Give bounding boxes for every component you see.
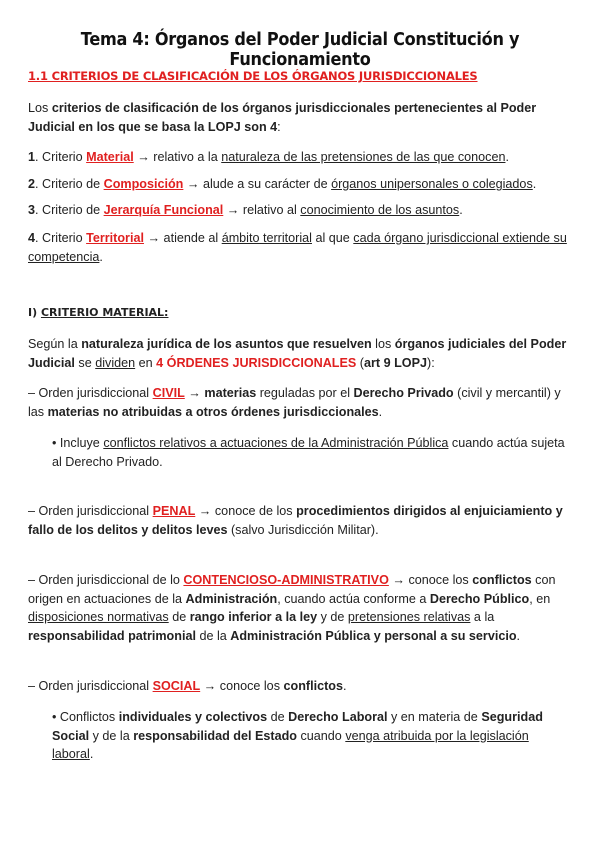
text-run: se (74, 355, 96, 370)
bold-text: Derecho Laboral (288, 710, 388, 724)
text-run: (salvo Jurisdicción Militar). (227, 522, 379, 537)
text-run: cuando actúa sujeta al Derecho Privado. (52, 436, 565, 469)
text-run: los (371, 337, 395, 351)
text-run: con origen en actuaciones de la (28, 573, 556, 606)
underlined-text: venga atribuida por la legislación laboral (52, 728, 529, 761)
underlined-text: pretensiones relativas (347, 610, 471, 624)
intro-end: : (277, 119, 281, 134)
text-run: – Orden jurisdiccional de lo (28, 573, 184, 587)
criterion-text: → relativo al (223, 203, 301, 217)
criterion-number: 2 (28, 177, 36, 191)
bold-text: órganos judiciales del Poder Judicial (28, 337, 567, 370)
criterion-number: 3 (28, 203, 36, 217)
text-run: de (168, 610, 190, 624)
bold-text: rango inferior a la ley (189, 610, 318, 624)
text-run: cuando (296, 728, 346, 743)
text-run: a la (470, 610, 495, 624)
text-run: de (267, 710, 289, 724)
text-run: ): (427, 355, 435, 370)
criterion-number: 4 (28, 231, 36, 245)
text-run: → conoce los (200, 679, 284, 693)
underlined-text: dividen (95, 355, 136, 370)
text-run: Según la (28, 337, 82, 351)
bold-text: conflictos (472, 573, 532, 587)
orden-name: PENAL (152, 504, 196, 518)
criterion-name: Material (86, 150, 134, 164)
bold-text: Derecho Privado (353, 386, 454, 400)
text-run: . (342, 679, 347, 693)
bold-text: Administración Pública y personal a su servicio (230, 628, 517, 643)
text-run: en (135, 355, 157, 370)
bold-text: conflictos (283, 679, 343, 693)
intro-bold-text: criterios de clasificación de los órganos jurisdiccionales pertenecientes al Poder Judicial en los que se basa la LOPJ son 4 (28, 101, 537, 134)
criterion-underlined-text: ámbito territorial (221, 231, 312, 245)
criterion-item (28, 148, 573, 167)
bold-text: materias no atribuidas a otros órdenes jurisdiccionales (47, 404, 379, 419)
subheading-number: I) (28, 306, 41, 319)
bold-text: Administración (185, 591, 278, 606)
criterion-text: . Criterio de (35, 177, 104, 191)
criterion-name: Jerarquía Funcional (103, 203, 224, 217)
orden-name: CIVIL (152, 386, 185, 400)
criterion-name: Territorial (86, 231, 144, 245)
criterion-end: . (99, 249, 103, 264)
criterion-item (28, 175, 573, 194)
text-run: y de la (89, 728, 134, 743)
social-bullet (52, 708, 572, 764)
text-run: , cuando actúa conforme a (277, 591, 430, 606)
orden-social-paragraph (28, 677, 573, 696)
criterion-underlined-text: conocimiento de los asuntos (300, 203, 460, 217)
text-run: y de (317, 610, 348, 624)
civil-bullet (52, 434, 572, 471)
text-run: – Orden jurisdiccional (28, 679, 153, 693)
criterion-underlined-text: órganos unipersonales o colegiados (331, 177, 533, 191)
text-run: . (516, 628, 521, 643)
criterion-text: . Criterio de (35, 203, 104, 217)
criterion-underlined-text: cada órgano jurisdiccional extiende su competencia (28, 231, 567, 264)
criterion-text: → atiende al (143, 231, 222, 245)
criterio-material-heading (28, 306, 168, 319)
text-run: (civil y mercantil) y las (28, 386, 561, 419)
orden-name: SOCIAL (152, 679, 201, 693)
underlined-text: conflictos relativos a actuaciones de la Administración Pública (103, 436, 449, 450)
criterion-text: al que (311, 231, 354, 245)
text-run: → (184, 386, 205, 400)
orden-penal-paragraph (28, 502, 573, 539)
red-bold-text: 4 ÓRDENES JURISDICCIONALES (156, 355, 357, 370)
text-run: y en materia de (387, 710, 482, 724)
criterion-text: . Criterio (35, 150, 87, 164)
orden-name: CONTENCIOSO-ADMINISTRATIVO (183, 573, 389, 587)
orden-civil-paragraph (28, 384, 573, 421)
orden-contencioso-paragraph (28, 571, 573, 645)
criterion-end: . (505, 150, 509, 164)
section-heading: 1.1 CRITERIOS DE CLASIFICACIÓN DE LOS ÓRGANOS JURISDICCIONALES (28, 69, 478, 83)
text-run: → conoce los (388, 573, 473, 587)
text-run: . (378, 404, 383, 419)
criterion-underlined-text: naturaleza de las pretensiones de las que conocen (221, 150, 506, 164)
criterion-item (28, 229, 573, 266)
bold-text: individuales y colectivos (118, 710, 268, 724)
criterion-end: . (532, 177, 537, 191)
text-run: de la (195, 628, 231, 643)
intro-paragraph (28, 99, 568, 136)
criterion-text: → relativo a la (133, 150, 222, 164)
criterion-name: Composición (103, 177, 184, 191)
criterion-end: . (459, 203, 463, 217)
criterion-number: 1 (28, 150, 36, 164)
criterion-item (28, 201, 573, 220)
text-run: • Incluye (52, 436, 104, 450)
criterion-text: . Criterio (35, 231, 87, 245)
underlined-text: disposiciones normativas (28, 610, 169, 624)
bold-text: art 9 LOPJ (364, 355, 427, 370)
page-title: Tema 4: Órganos del Poder Judicial Constitución y Funcionamiento (80, 30, 520, 70)
bold-text: materias (204, 386, 257, 400)
text-run: → conoce de los (195, 504, 297, 518)
text-run: , en (529, 591, 551, 606)
subheading-label: CRITERIO MATERIAL: (40, 306, 169, 319)
text-run: reguladas por el (256, 386, 354, 400)
bold-text: procedimientos dirigidos al enjuiciamiento y fallo de los delitos y delitos leves (28, 504, 563, 537)
bold-text: Seguridad Social (52, 710, 543, 743)
intro-text: Los (28, 101, 52, 115)
criterion-text: → alude a su carácter de (183, 177, 332, 191)
material-intro-paragraph (28, 335, 568, 372)
text-run: – Orden jurisdiccional (28, 386, 153, 400)
bold-text: responsabilidad patrimonial (28, 628, 196, 643)
bold-text: Derecho Público (429, 591, 530, 606)
text-run: – Orden jurisdiccional (28, 504, 153, 518)
bold-text: responsabilidad del Estado (133, 728, 297, 743)
text-run: • Conflictos (52, 710, 119, 724)
bold-text: naturaleza jurídica de los asuntos que resuelven (81, 337, 372, 351)
text-run: . (89, 747, 94, 761)
text-run: ( (356, 355, 364, 370)
